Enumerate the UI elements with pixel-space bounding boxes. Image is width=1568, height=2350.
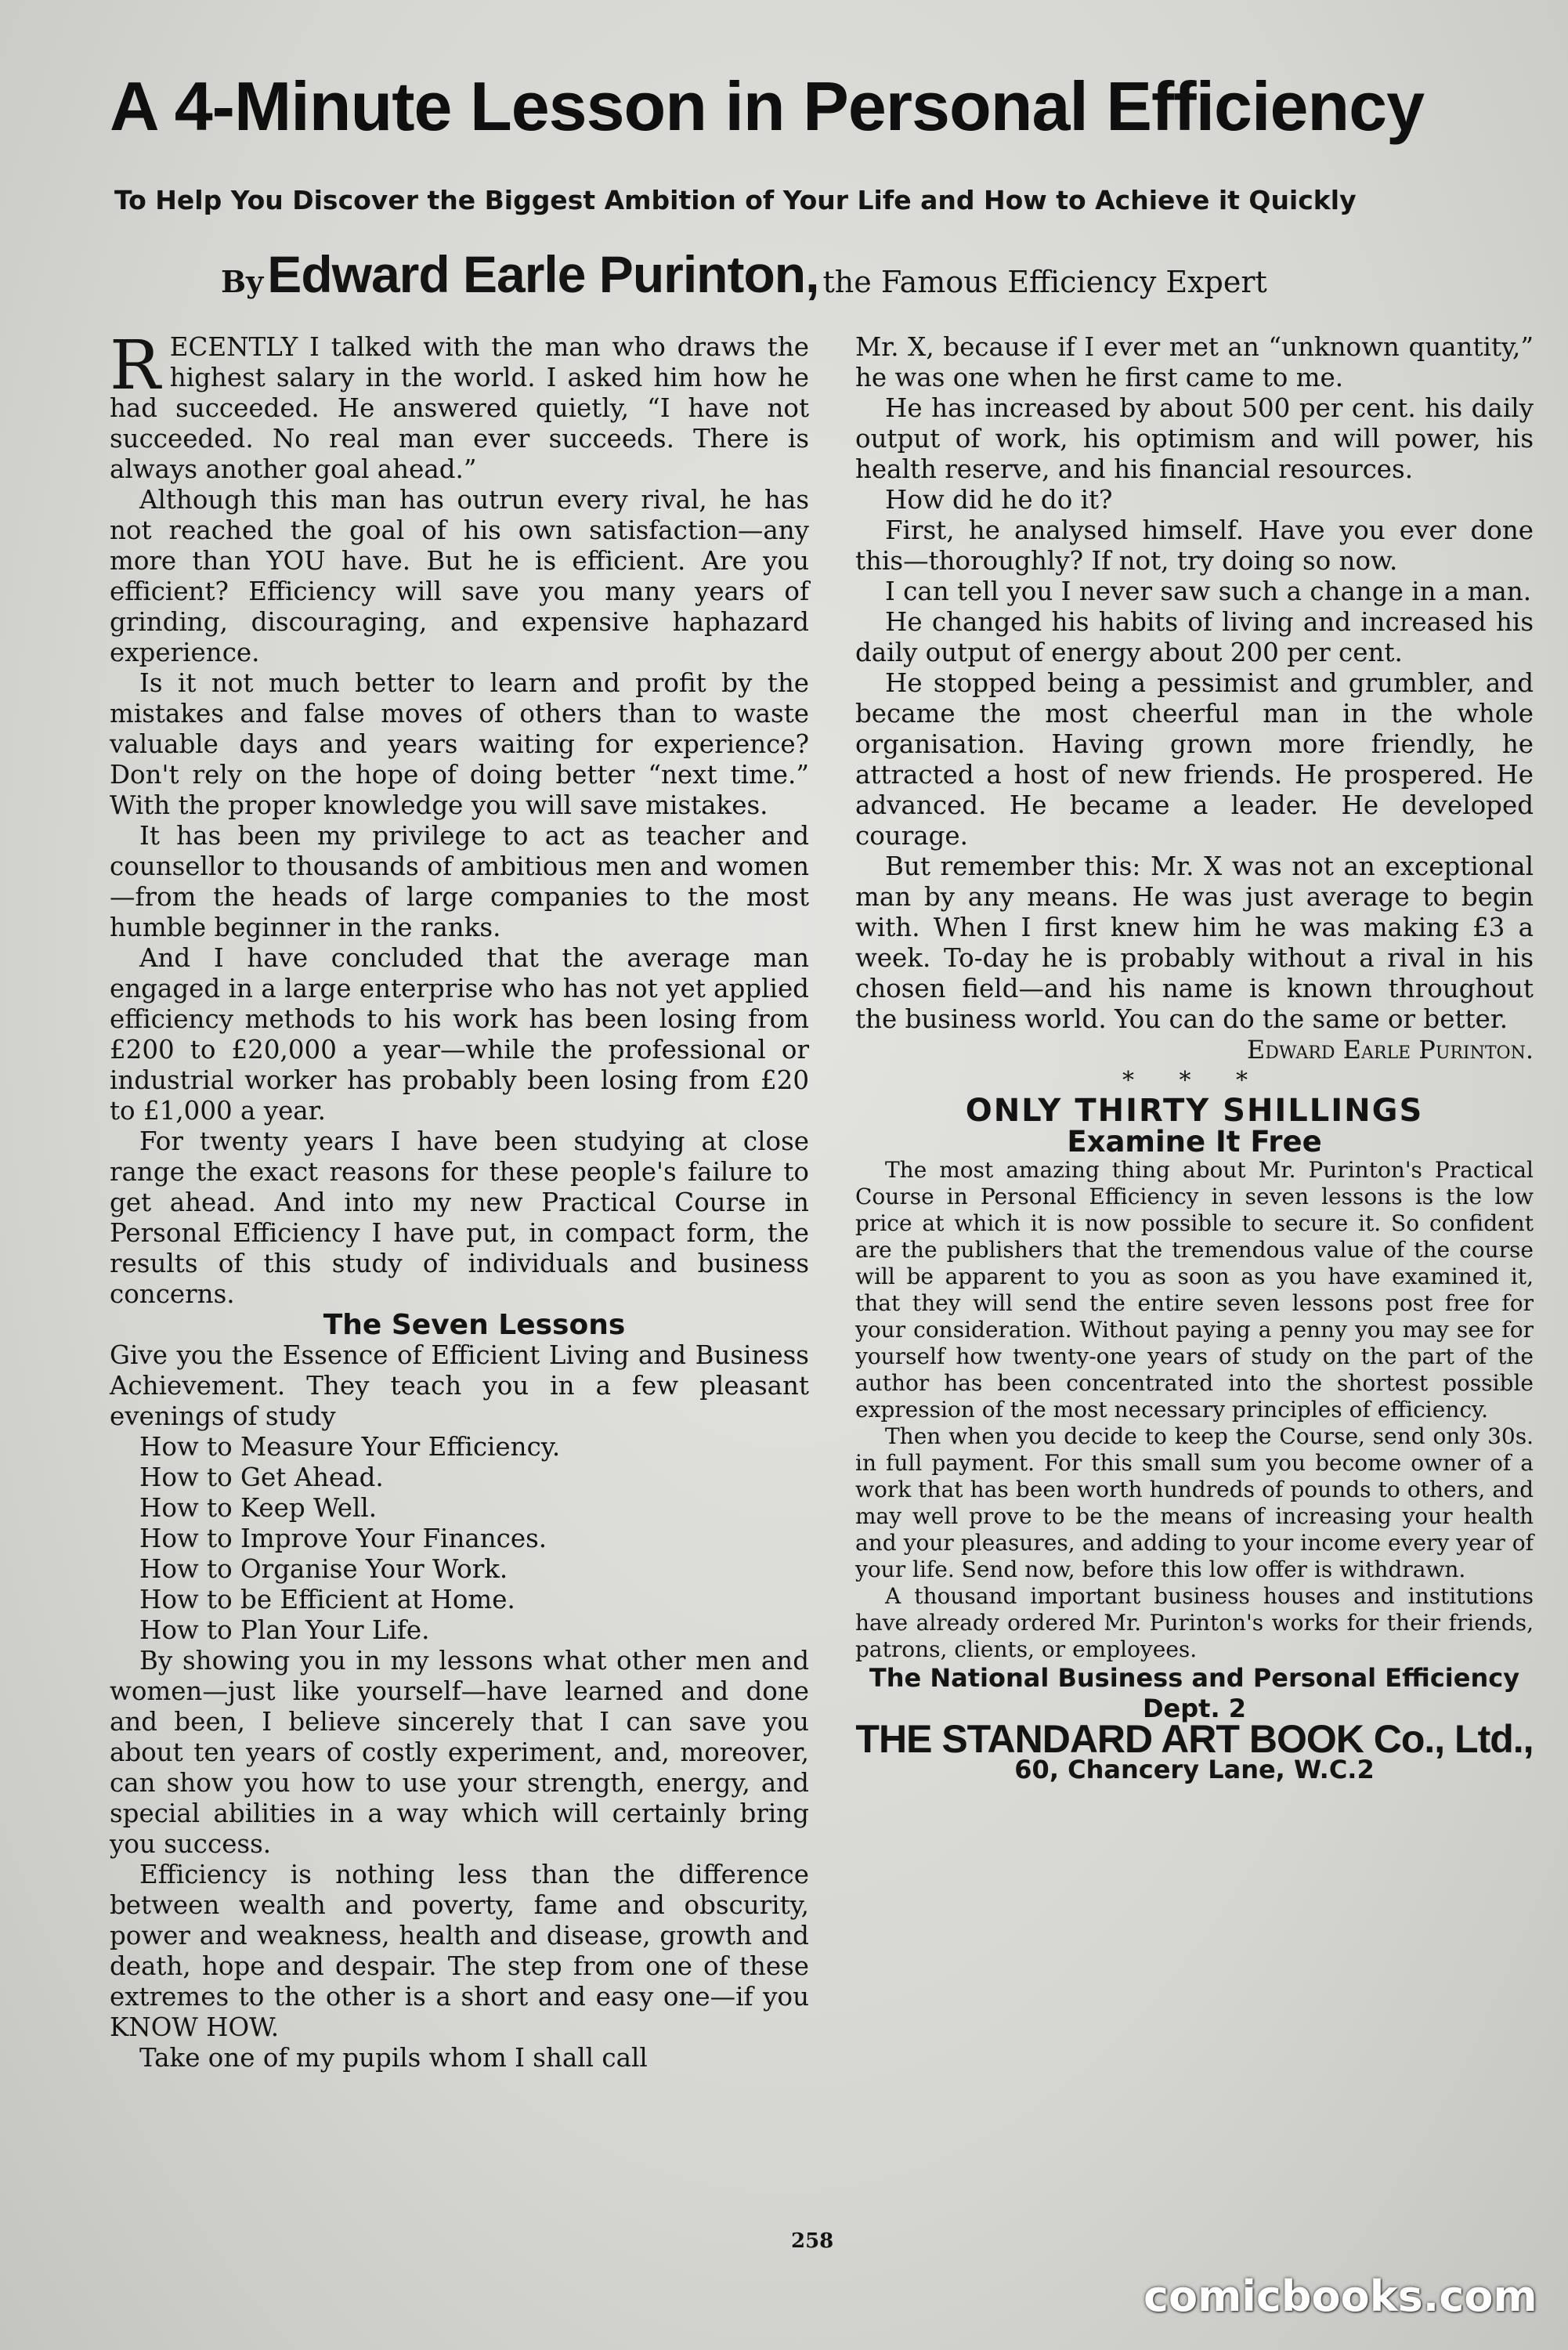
- paragraph-intro-text: ECENTLY I talked with the man who draws the highest salary in the world. I asked him how he had succeeded. He answered quietly, “I have not succeeded. No real man ever succeeds. There is always another goal ahead.”: [110, 332, 809, 484]
- paragraph: For twenty years I have been studying at close range the exact reasons for these people's failure to get ahead. And into my new Practical Course in Personal Efficiency I have put, in compact form, the results of this study of individuals and business concerns.: [110, 1126, 809, 1309]
- ad-paragraph: A thousand important business houses and institutions have already ordered Mr. Purinton's works for their friends, patrons, clients, or employees.: [855, 1583, 1534, 1662]
- ad-subheading: Examine It Free: [1067, 1125, 1322, 1159]
- byline-by: By: [221, 264, 264, 299]
- paragraph: He changed his habits of living and increased his daily output of energy about 200 per cent.: [855, 607, 1534, 667]
- department: Dept. 2: [1142, 1694, 1247, 1723]
- ad-heading: ONLY THIRTY SHILLINGS: [965, 1093, 1424, 1129]
- watermark: comicbooks.com: [1143, 2272, 1537, 2321]
- author-name: Edward Earle Purinton,: [267, 245, 819, 303]
- paragraph: By showing you in my lessons what other men and women—just like yourself—have learned and done and been, I believe sincerely that I can save you about ten years of costly experiment, and, moreover, can show you how to use your strength, energy, and special abilities in a way which will certainly bring you success.: [110, 1646, 809, 1859]
- lesson-item: How to Organise Your Work.: [139, 1554, 508, 1584]
- right-column: [855, 332, 1534, 1785]
- lesson-item: How to Improve Your Finances.: [139, 1524, 547, 1553]
- ad-paragraph: Then when you decide to keep the Course, send only 30s. in full payment. For this small sum you become owner of a work that has been worth hundreds of pounds to others, and may well prove to be the means of increasing your health and your pleasures, and adding to your income every year of your life. Send now, before this low offer is withdrawn.: [855, 1423, 1534, 1582]
- paragraph: Is it not much better to learn and profit by the mistakes and false moves of others than to waste valuable days and years waiting for experience? Don't rely on the hope of doing better “next time.” With the proper knowledge you will save mistakes.: [110, 668, 809, 820]
- paragraph: I can tell you I never saw such a change in a man.: [885, 577, 1532, 606]
- paragraph: He stopped being a pessimist and grumbler, and became the most cheerful man in the whole organisation. Having grown more friendly, he attracted a host of new friends. He prospered. He advanced. He became a leader. He developed courage.: [855, 668, 1534, 851]
- lesson-item: How to be Efficient at Home.: [139, 1585, 515, 1614]
- page-number: 258: [791, 2229, 834, 2253]
- organisation-name: The National Business and Personal Efficiency: [869, 1663, 1520, 1693]
- company-address: 60, Chancery Lane, W.C.2: [1014, 1755, 1375, 1784]
- author-signature: Edward Earle Purinton.: [1246, 1035, 1534, 1065]
- lesson-item: How to Keep Well.: [139, 1493, 378, 1523]
- paragraph-intro: [110, 327, 809, 485]
- article-subtitle: To Help You Discover the Biggest Ambition of Your Life and How to Achieve it Quickly: [114, 185, 1357, 215]
- lessons-intro: Give you the Essence of Efficient Living and Business Achievement. They teach you in a few pleasant evenings of study: [110, 1340, 809, 1431]
- lesson-item: How to Get Ahead.: [139, 1462, 384, 1492]
- paragraph: But remember this: Mr. X was not an exceptional man by any means. He was just average to begin with. When I first knew him he was making £3 a week. To-day he is probably without a rival in his chosen field—and his name is known throughout the business world. You can do the same or better.: [855, 851, 1534, 1034]
- left-column: [110, 327, 809, 2073]
- paragraph: Take one of my pupils whom I shall call: [139, 2043, 648, 2073]
- paragraph: It has been my privilege to act as teacher and counsellor to thousands of ambitious men and women—from the heads of large companies to the most humble beginner in the ranks.: [110, 821, 809, 942]
- author-role: the Famous Efficiency Expert: [822, 265, 1267, 299]
- byline: [221, 244, 1552, 304]
- drop-cap: R: [110, 327, 161, 405]
- lesson-item: How to Plan Your Life.: [139, 1615, 430, 1645]
- ad-paragraph: The most amazing thing about Mr. Purinton's Practical Course in Personal Efficiency in seven lessons is the low price at which it is now possible to secure it. So confident are the publishers that the tremendous value of the course will be apparent to you as soon as you have examined it, that they will send the entire seven lessons post free for your consideration. Without paying a penny you may see for yourself how twenty-one years of study on the part of the author has been concentrated into the shortest possible expression of the most necessary principles of efficiency.: [855, 1157, 1534, 1423]
- paragraph: Efficiency is nothing less than the difference between wealth and poverty, fame and obscurity, power and weakness, health and disease, growth and death, hope and despair. The step from one of these extremes to the other is a short and easy one—if you KNOW HOW.: [110, 1860, 809, 2042]
- section-heading: The Seven Lessons: [323, 1309, 626, 1341]
- paragraph: How did he do it?: [885, 485, 1113, 515]
- company-name: THE STANDARD ART BOOK Co., Ltd.,: [855, 1717, 1534, 1761]
- paragraph: Mr. X, because if I ever met an “unknown quantity,” he was one when he first came to me.: [855, 332, 1534, 392]
- article-title: A 4-Minute Lesson in Personal Efficiency: [110, 67, 1425, 145]
- paragraph: First, he analysed himself. Have you ever done this—thoroughly? If not, try doing so now.: [855, 515, 1534, 576]
- paragraph: And I have concluded that the average man engaged in a large enterprise who has not yet applied efficiency methods to his work has been losing from £200 to £20,000 a year—while the professional or industrial worker has probably been losing from £20 to £1,000 a year.: [110, 943, 809, 1126]
- lesson-item: How to Measure Your Efficiency.: [139, 1432, 561, 1462]
- paragraph: He has increased by about 500 per cent. his daily output of work, his optimism and will power, his health reserve, and his financial resources.: [855, 393, 1534, 484]
- section-divider: * * *: [1122, 1067, 1267, 1094]
- paragraph: Although this man has outrun every rival, he has not reached the goal of his own satisfaction—any more than YOU have. But he is efficient. Are you efficient? Efficiency will save you many years of grinding, discouraging, and expensive haphazard experience.: [110, 485, 809, 667]
